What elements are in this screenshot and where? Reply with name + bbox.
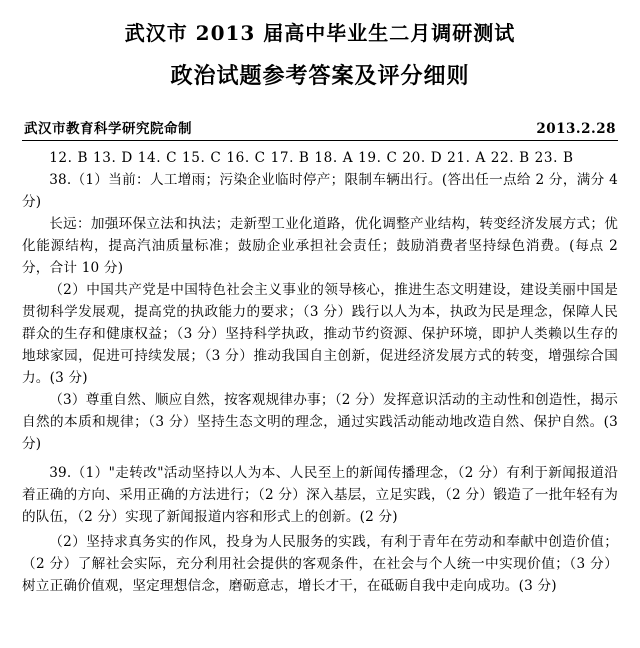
document-meta — [22, 117, 618, 140]
page-title-main: 武汉市 2013 届高中毕业生二月调研测试 — [124, 21, 516, 45]
header-divider — [22, 140, 618, 141]
paragraph-38-2: （2）中国共产党是中国特色社会主义事业的领导核心，推进生态文明建设，建设美丽中国是贯彻科学发展观，提高党的执政能力的要求；（3 分）践行以人为本，执政为民是理念，保障人民群众的生存和健康权益；（3 分）坚持科学执政，推动节约资源、保护环境，即护人类赖以生存的地球家园，促进可持续发展；（3 分）推动我国自主创新，促进经济发展方式的转变，增强综合国力。(3 分) — [22, 281, 618, 386]
section-spacer — [22, 455, 618, 462]
paragraph-38-1-longterm: 长远：加强环保立法和执法；走新型工业化道路，优化调整产业结构，转变经济发展方式；优化能源结构，提高汽油质量标准；鼓励企业承担社会责任；鼓励消费者坚持绿色消费。(每点 2 分，合计 10 分) — [22, 215, 618, 276]
page-title-sub: 政治试题参考答案及评分细则 — [170, 63, 470, 89]
document-body — [22, 147, 618, 597]
issuer-label: 武汉市教育科学研究院命制 — [24, 120, 192, 137]
paragraph-39-2: （2）坚持求真务实的作风，投身为人民服务的实践，有利于青年在劳动和奉献中创造价值；（2 分）了解社会实际，充分利用社会提供的客观条件，在社会与个人统一中实现价值；（3 分）树立正确价值观，坚定理想信念，磨砺意志，增长才干，在砥砺自我中走向成功。(3 分) — [22, 533, 618, 594]
objective-answers-line: 12. B 13. D 14. C 15. C 16. C 17. B 18. A 19. C 20. D 21. A 22. B 23. B — [49, 149, 574, 166]
paragraph-39-1: 39.（1）"走转改"活动坚持以人为本、人民至上的新闻传播理念，（2 分）有利于新闻报道沿着正确的方向、采用正确的方法进行；（2 分）深入基层，立足实践，（2 分）锻造了一批年轻有为的队伍，（2 分）实现了新闻报道内容和形式上的创新。(2 分) — [22, 464, 618, 525]
paragraph-38-3: （3）尊重自然、顺应自然，按客观规律办事；（2 分）发挥意识活动的主动性和创造性，揭示自然的本质和规律；（3 分）坚持生态文明的理念，通过实践活动能动地改造自然、保护自然。(3 分) — [22, 391, 618, 452]
paragraph-38-1-current: 38.（1）当前：人工增雨；污染企业临时停产；限制车辆出行。(答出任一点给 2 分，满分 4 分) — [22, 171, 618, 210]
date-label: 2013.2.28 — [536, 120, 616, 137]
